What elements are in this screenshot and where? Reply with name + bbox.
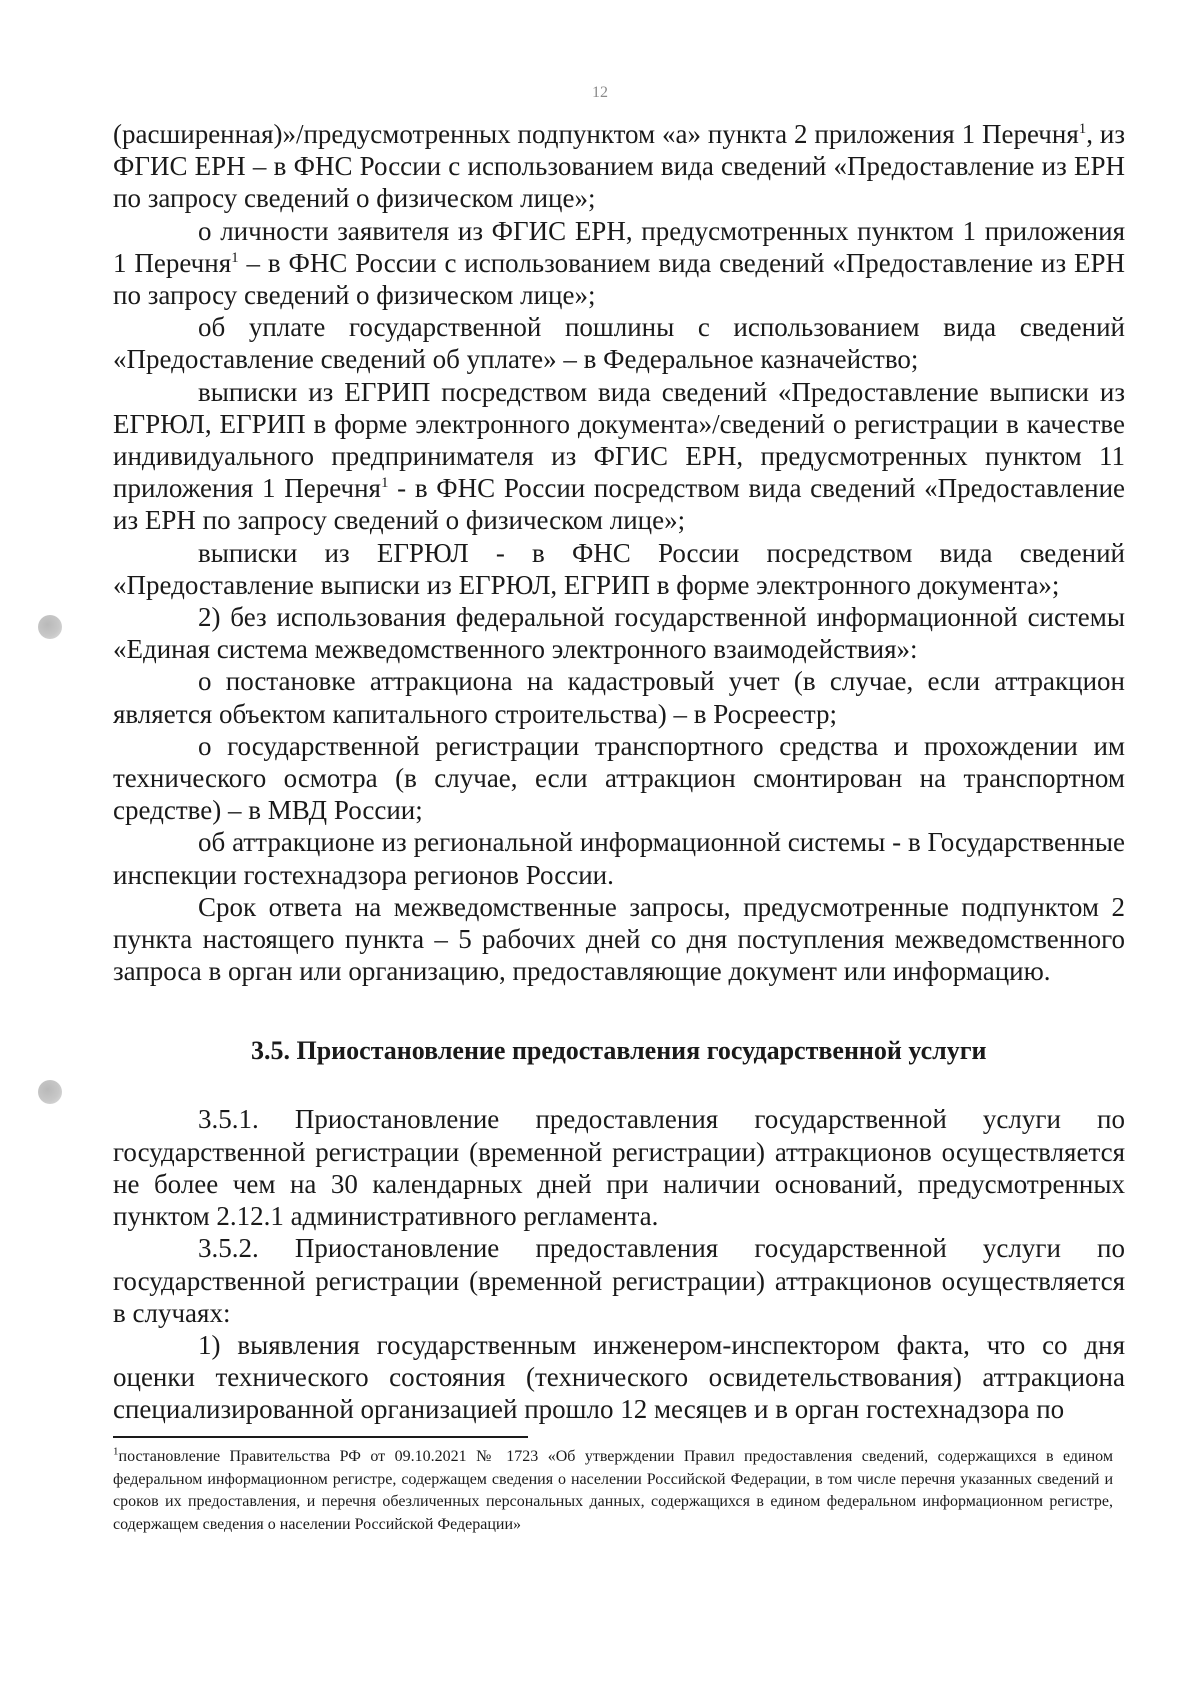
page-number: 12: [592, 84, 608, 101]
scan-hole-mark: [38, 615, 62, 639]
paragraph-text: выписки из ЕГРИП посредством вида сведений «Предоставление выписки из ЕГРЮЛ, ЕГРИП в форме электронного документа»/сведений о регистрации в качестве индивидуального предпринимателя из ФГИС ЕРН, предусмотренных пунктом 11 приложения 1 Перечня: [113, 376, 1125, 504]
paragraph: [113, 730, 1125, 827]
paragraph-text-continuation: - в ФНС России посредством вида сведений «Предоставление из ЕРН по запросу сведений о физическом лице»;: [113, 473, 1125, 536]
paragraph: [113, 118, 1125, 215]
footnote-reference: 1: [231, 249, 239, 266]
paragraph: 3.5.2. Приостановление предоставления государственной услуги по государственной регистрации (временной регистрации) аттракционов осуществляется в случаях:: [113, 1233, 1125, 1328]
footnote-marker: 1: [113, 1445, 119, 1458]
footnote-separator: [113, 1436, 528, 1438]
paragraph-text: об уплате государственной пошлины с использованием вида сведений «Предоставление сведений об уплате» – в Федеральное казначейство;: [113, 312, 1125, 375]
paragraph: [113, 376, 1125, 537]
paragraph-text: об аттракционе из региональной информационной системы - в Государственные инспекции гостехнадзора регионов России.: [113, 827, 1125, 890]
paragraph: [113, 601, 1125, 665]
paragraphs-before-heading: [113, 118, 1125, 987]
paragraph-text: о постановке аттракциона на кадастровый учет (в случае, если аттракцион является объектом капитального строительства) – в Росреестр;: [113, 666, 1125, 729]
paragraph: 1) выявления государственным инженером-инспектором факта, что со дня оценки технического состояния (технического освидетельствования) аттракциона специализированной организацией прошло 12 месяцев и в орган гостехнадзора по: [113, 1329, 1125, 1425]
paragraph: [113, 826, 1125, 890]
footnote: [113, 1446, 1113, 1536]
paragraph-text-continuation: – в ФНС России с использованием вида сведений «Предоставление из ЕРН по запросу сведений о физическом лице»;: [113, 247, 1126, 311]
paragraphs-after-heading: [113, 1103, 1125, 1425]
paragraph: [113, 891, 1125, 988]
footnote-reference: 1: [1078, 121, 1087, 137]
paragraph: [113, 311, 1125, 375]
paragraph-text-continuation: , из ФГИС ЕРН – в ФНС России с использованием вида сведений «Предоставление из ЕРН по запросу сведений о физическом лице»;: [113, 119, 1125, 214]
footnote-reference: 1: [380, 475, 389, 492]
document-body: [113, 118, 1125, 1426]
section-heading: 3.5. Приостановление предоставления государственной услуги: [251, 1036, 987, 1066]
paragraph: 3.5.1. Приостановление предоставления государственной услуги по государственной регистрации (временной регистрации) аттракционов осуществляется не более чем на 30 календарных дней при наличии оснований, предусмотренных пунктом 2.12.1 административного регламента.: [113, 1104, 1125, 1232]
footnote-text: постановление Правительства РФ от 09.10.2021 № 1723 «Об утверждении Правил предоставления сведений, содержащихся в едином федеральном информационном регистре, содержащем сведения о населении Российской Федерации, в том числе перечня указанных сведений и сроков их предоставления, и перечня обезличенных персональных данных, содержащихся в едином федеральном информационном регистре, содержащем сведения о населении Российской Федерации»: [113, 1448, 1113, 1533]
paragraph-text: Срок ответа на межведомственные запросы, предусмотренные подпунктом 2 пункта настоящего пункта – 5 рабочих дней со дня поступления межведомственного запроса в орган или организацию, предоставляющие документ или информацию.: [113, 891, 1125, 987]
paragraph: [113, 537, 1125, 601]
paragraph: [113, 215, 1125, 312]
paragraph: [113, 665, 1125, 729]
paragraph-text: 2) без использования федеральной государственной информационной системы «Единая система межведомственного электронного взаимодействия»:: [113, 602, 1125, 665]
scan-hole-mark: [38, 1080, 62, 1104]
paragraph-text: о государственной регистрации транспортного средства и прохождении им технического осмотра (в случае, если аттракцион смонтирован на транспортном средстве) – в МВД России;: [113, 730, 1125, 826]
paragraph-text: о личности заявителя из ФГИС ЕРН, предусмотренных пунктом 1 приложения 1 Перечня: [113, 215, 1125, 278]
paragraph-text: (расширенная)»/предусмотренных подпунктом «а» пункта 2 приложения 1 Перечня: [113, 119, 1079, 149]
paragraph-text: выписки из ЕГРЮЛ - в ФНС России посредством вида сведений «Предоставление выписки из ЕГРЮЛ, ЕГРИП в форме электронного документа»;: [113, 537, 1125, 600]
